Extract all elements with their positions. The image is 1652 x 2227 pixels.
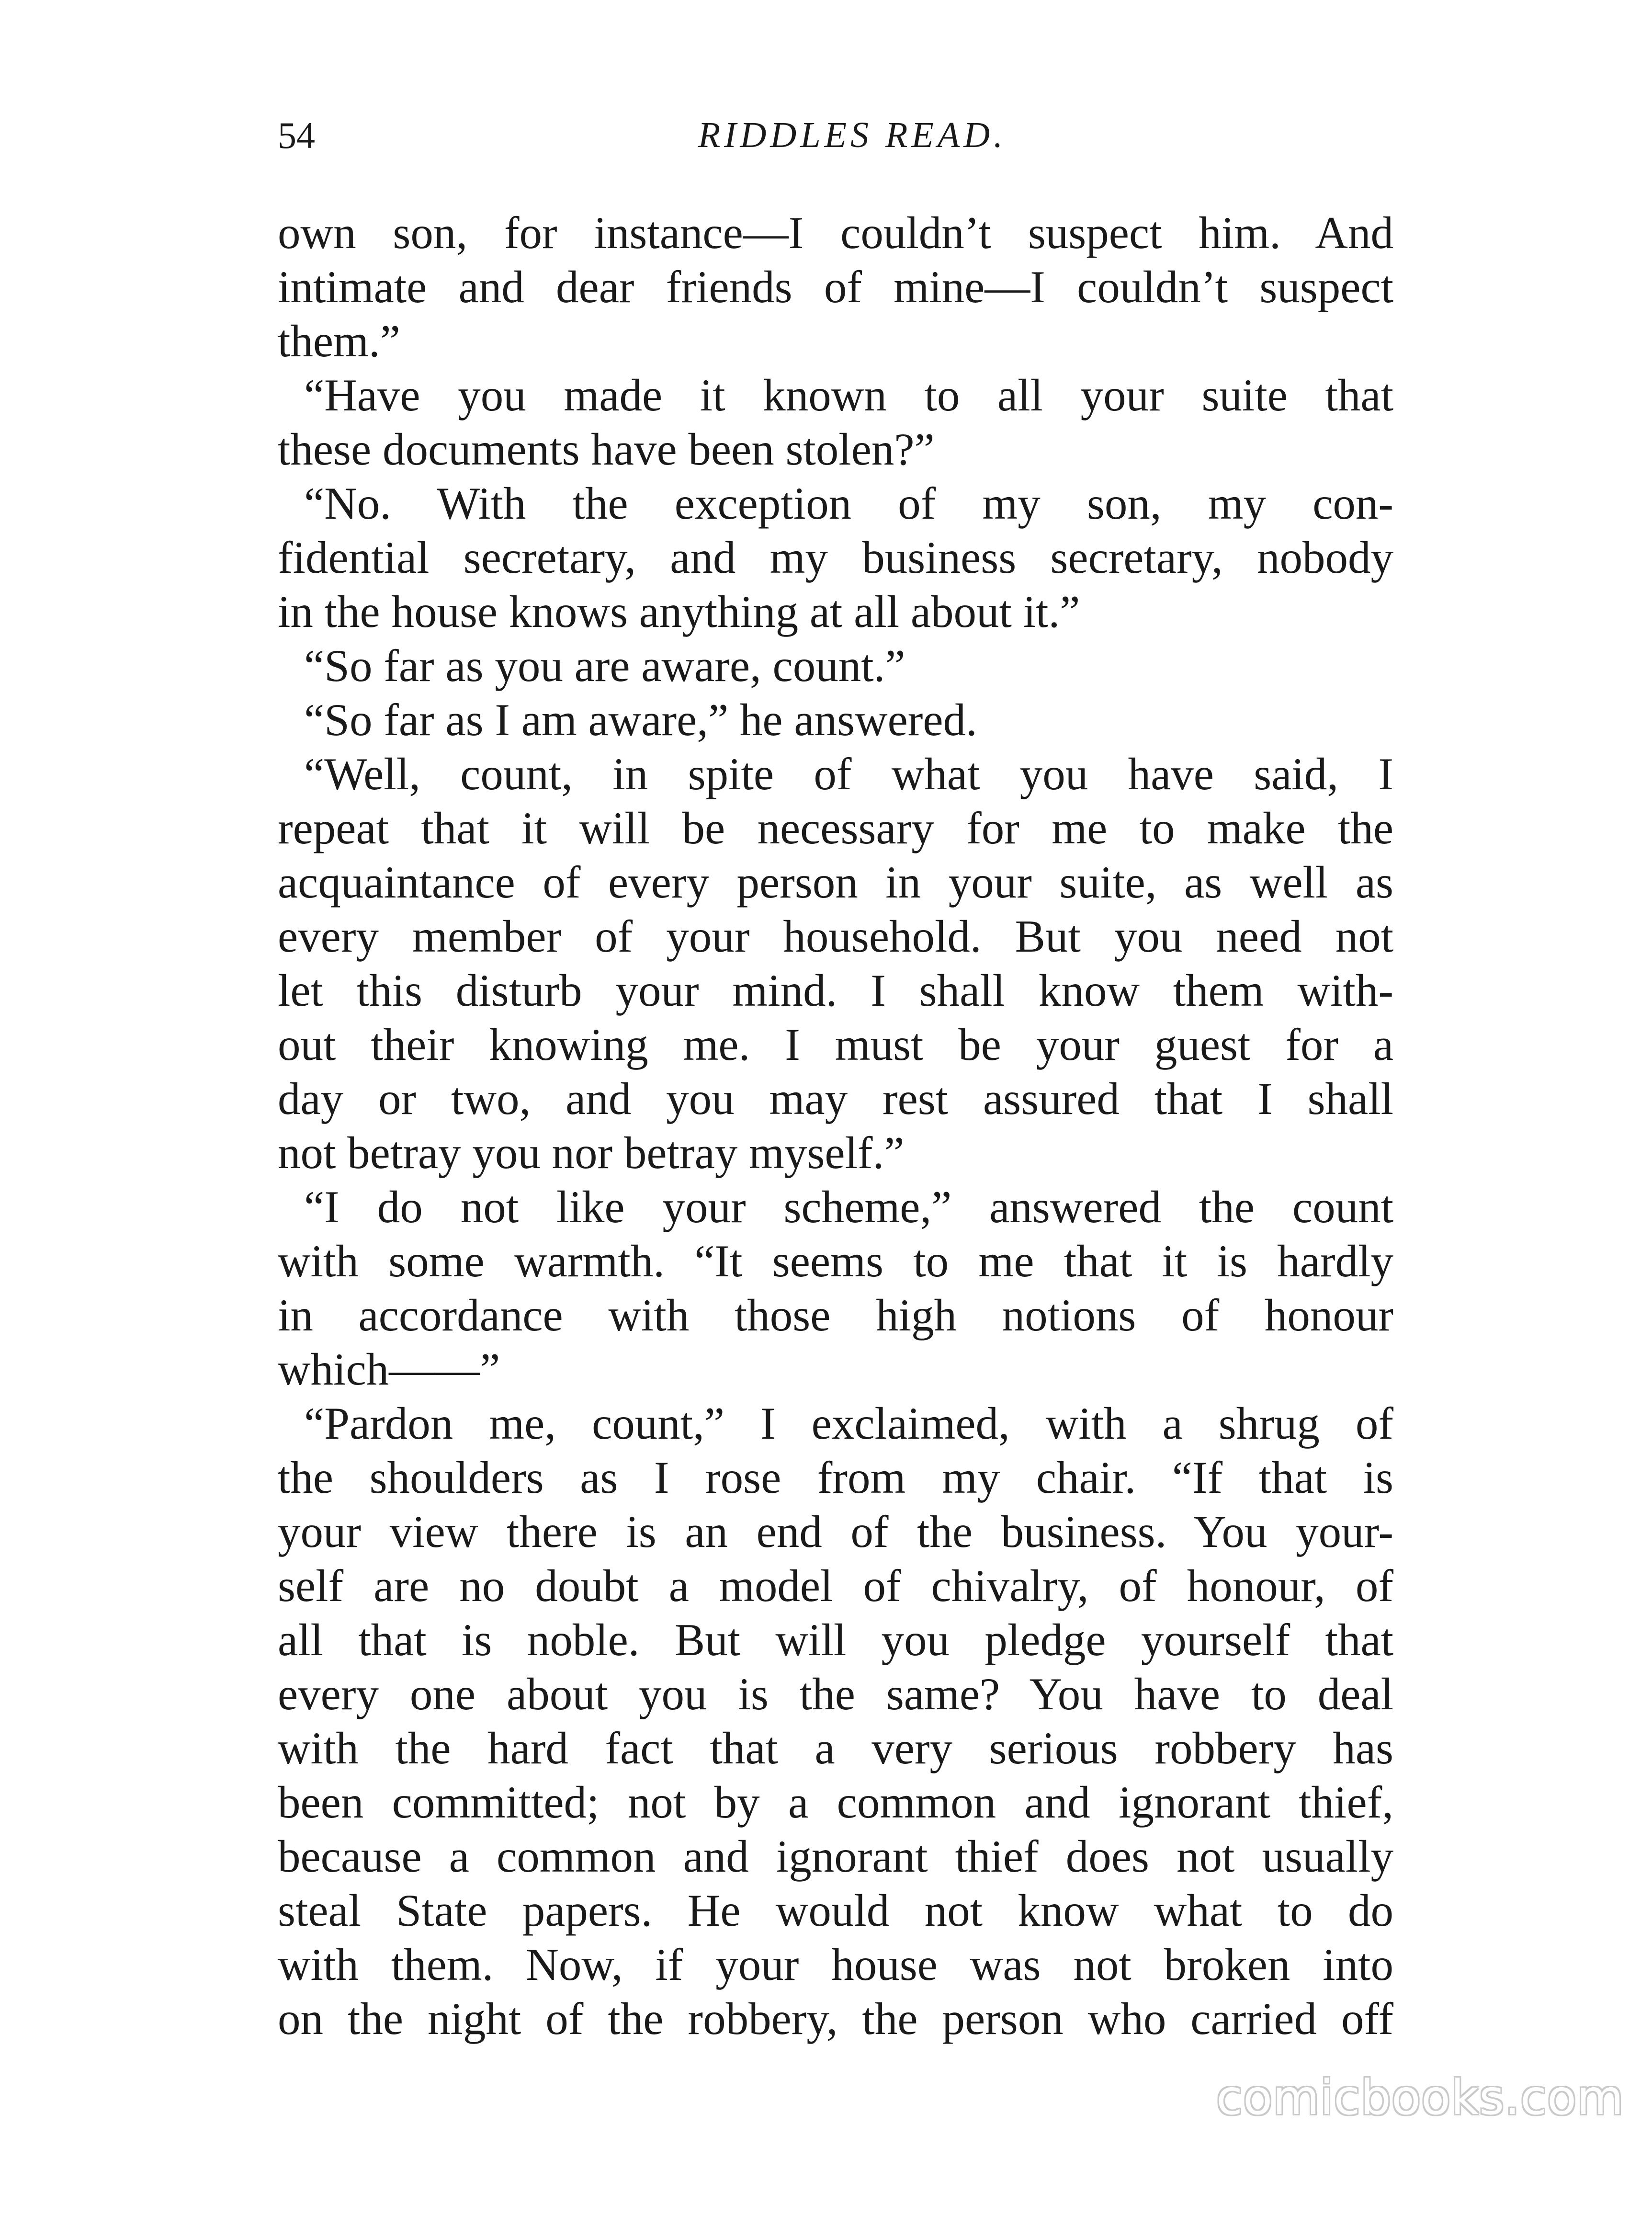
text-line: not betray you nor betray myself.”: [278, 1127, 905, 1178]
text-line: acquaintance of every person in your suite, as well as: [278, 857, 1393, 908]
text-line: day or two, and you may rest assured that I shall: [278, 1073, 1393, 1124]
text-line: which——”: [278, 1344, 500, 1395]
text-line: your view there is an end of the business. You your-: [278, 1506, 1393, 1557]
text-line: self are no doubt a model of chivalry, of honour, of: [278, 1560, 1393, 1611]
text-line: fidential secretary, and my business secretary, nobody: [278, 532, 1393, 583]
text-line: “Have you made it known to all your suite that: [304, 370, 1393, 420]
text-line: “So far as I am aware,” he answered.: [304, 694, 977, 745]
text-line: “Well, count, in spite of what you have said, I: [304, 749, 1393, 799]
text-line: let this disturb your mind. I shall know them with-: [278, 965, 1393, 1016]
text-line: steal State papers. He would not know what to do: [278, 1885, 1393, 1936]
text-line: “Pardon me, count,” I exclaimed, with a shrug of: [304, 1398, 1393, 1449]
watermark: comicbooks.com: [1216, 2069, 1624, 2125]
text-line: the shoulders as I rose from my chair. “If that is: [278, 1452, 1393, 1503]
text-line: because a common and ignorant thief does not usually: [278, 1831, 1393, 1882]
text-line: these documents have been stolen?”: [278, 424, 935, 475]
text-line: in accordance with those high notions of honour: [278, 1290, 1393, 1341]
text-line: “I do not like your scheme,” answered the count: [304, 1182, 1393, 1232]
text-line: been committed; not by a common and ignorant thief,: [278, 1777, 1393, 1828]
text-line: out their knowing me. I must be your guest for a: [278, 1019, 1393, 1070]
text-line: them.”: [278, 316, 400, 366]
text-line: every member of your household. But you need not: [278, 911, 1393, 962]
running-head: RIDDLES READ.: [698, 115, 1007, 155]
text-line: repeat that it will be necessary for me to make the: [278, 803, 1393, 853]
text-line: with the hard fact that a very serious robbery has: [278, 1723, 1393, 1773]
text-line: on the night of the robbery, the person who carried off: [278, 1993, 1393, 2044]
text-line: all that is noble. But will you pledge yourself that: [278, 1614, 1393, 1665]
page-number: 54: [278, 114, 315, 156]
text-line: intimate and dear friends of mine—I couldn’t suspect: [278, 261, 1393, 312]
text-line: with them. Now, if your house was not broken into: [278, 1939, 1393, 1990]
body-text: [278, 206, 1393, 2046]
text-line: in the house knows anything at all about it.”: [278, 586, 1080, 637]
text-line: “No. With the exception of my son, my con-: [304, 478, 1393, 529]
text-line: every one about you is the same? You have to deal: [278, 1669, 1393, 1719]
text-line: own son, for instance—I couldn’t suspect him. And: [278, 207, 1393, 258]
text-line: “So far as you are aware, count.”: [304, 640, 905, 691]
text-line: with some warmth. “It seems to me that it is hardly: [278, 1236, 1393, 1286]
